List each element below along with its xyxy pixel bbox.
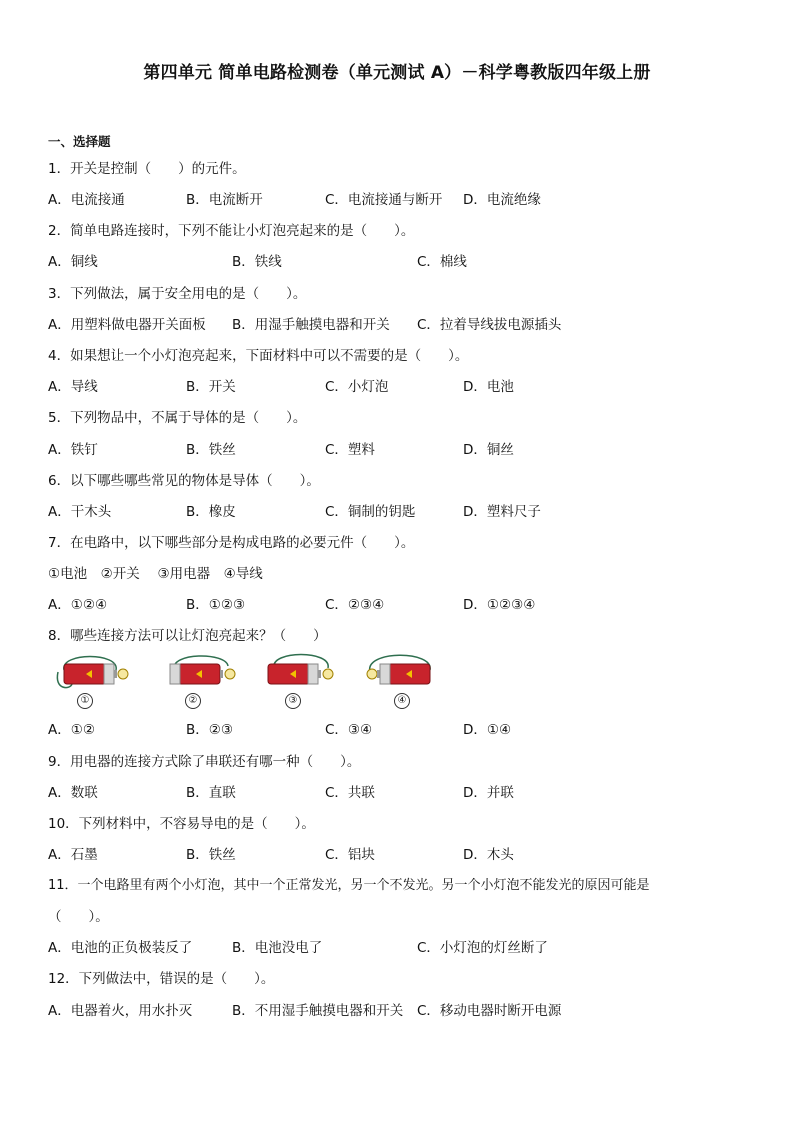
question-11-option-a[interactable]: A．电池的正负极装反了 xyxy=(48,940,193,956)
question-4-option-c[interactable]: C．小灯泡 xyxy=(325,379,389,395)
question-1-option-d[interactable]: D．电流绝缘 xyxy=(463,192,541,208)
question-3-option-a[interactable]: A．用塑料做电器开关面板 xyxy=(48,317,206,333)
question-1-stem: 1．开关是控制（ ）的元件。 xyxy=(48,161,246,177)
question-11-option-b[interactable]: B．电池没电了 xyxy=(232,940,323,956)
question-10-option-c[interactable]: C．铝块 xyxy=(325,847,375,863)
question-4-option-a[interactable]: A．导线 xyxy=(48,379,98,395)
figure-label-2: ② xyxy=(185,693,201,709)
question-9-option-a[interactable]: A．数联 xyxy=(48,785,98,801)
question-4-stem: 4．如果想让一个小灯泡亮起来，下面材料中可以不需要的是（ ）。 xyxy=(48,348,469,364)
question-8-option-b[interactable]: B．②③ xyxy=(186,722,233,738)
circuit-figure-3 xyxy=(262,650,342,692)
question-12-option-a[interactable]: A．电器着火，用水扑灭 xyxy=(48,1003,193,1019)
question-4-option-d[interactable]: D．电池 xyxy=(463,379,514,395)
question-1-option-c[interactable]: C．电流接通与断开 xyxy=(325,192,443,208)
question-10-option-d[interactable]: D．木头 xyxy=(463,847,514,863)
question-1-option-b[interactable]: B．电流断开 xyxy=(186,192,263,208)
question-11-stem: 11．一个电路里有两个小灯泡，其中一个正常发光，另一个不发光。另一个小灯泡不能发光的原因可能是 xyxy=(48,878,650,893)
question-8-option-c[interactable]: C．③④ xyxy=(325,722,373,738)
figure-label-3: ③ xyxy=(285,693,301,709)
question-9-option-d[interactable]: D．并联 xyxy=(463,785,514,801)
question-9-option-b[interactable]: B．直联 xyxy=(186,785,236,801)
question-9-option-c[interactable]: C．共联 xyxy=(325,785,375,801)
question-7-stem: 7．在电路中，以下哪些部分是构成电路的必要元件（ ）。 xyxy=(48,535,415,551)
circuit-figure-1 xyxy=(50,650,130,692)
question-4-option-b[interactable]: B．开关 xyxy=(186,379,236,395)
question-7-option-c[interactable]: C．②③④ xyxy=(325,597,385,613)
question-6-stem: 6．以下哪些哪些常见的物体是导体（ ）。 xyxy=(48,473,320,489)
question-9-stem: 9．用电器的连接方式除了串联还有哪一种（ ）。 xyxy=(48,754,361,770)
question-11-option-c[interactable]: C．小灯泡的灯丝断了 xyxy=(417,940,548,956)
question-2-option-c[interactable]: C．棉线 xyxy=(417,254,467,270)
question-10-stem: 10．下列材料中，不容易导电的是（ ）。 xyxy=(48,816,315,832)
question-2-stem: 2．简单电路连接时，下列不能让小灯泡亮起来的是（ ）。 xyxy=(48,223,415,239)
question-6-option-c[interactable]: C．铜制的钥匙 xyxy=(325,504,416,520)
question-7-option-d[interactable]: D．①②③④ xyxy=(463,597,536,613)
question-2-option-b[interactable]: B．铁线 xyxy=(232,254,282,270)
question-5-option-b[interactable]: B．铁丝 xyxy=(186,442,236,458)
question-8-stem: 8．哪些连接方法可以让灯泡亮起来？（ ） xyxy=(48,628,327,644)
question-6-option-b[interactable]: B．橡皮 xyxy=(186,504,236,520)
question-3-stem: 3．下列做法，属于安全用电的是（ ）。 xyxy=(48,286,307,302)
question-6-option-a[interactable]: A．干木头 xyxy=(48,504,112,520)
question-1-option-a[interactable]: A．电流接通 xyxy=(48,192,125,208)
question-5-option-d[interactable]: D．铜丝 xyxy=(463,442,514,458)
question-12-option-b[interactable]: B．不用湿手触摸电器和开关 xyxy=(232,1003,404,1019)
circuit-figure-4 xyxy=(362,650,442,692)
question-7-option-a[interactable]: A．①②④ xyxy=(48,597,108,613)
question-3-option-c[interactable]: C．拉着导线拔电源插头 xyxy=(417,317,562,333)
figure-label-1: ① xyxy=(77,693,93,709)
question-12-option-c[interactable]: C．移动电器时断开电源 xyxy=(417,1003,562,1019)
page-title: 第四单元 简单电路检测卷（单元测试 A）－科学粤教版四年级上册 xyxy=(143,63,651,83)
section-heading: 一、选择题 xyxy=(48,134,111,149)
figure-label-4: ④ xyxy=(394,693,410,709)
question-5-option-a[interactable]: A．铁钉 xyxy=(48,442,98,458)
question-6-option-d[interactable]: D．塑料尺子 xyxy=(463,504,541,520)
question-10-option-b[interactable]: B．铁丝 xyxy=(186,847,236,863)
question-7-option-b[interactable]: B．①②③ xyxy=(186,597,246,613)
circuit-figure-2 xyxy=(164,650,244,692)
question-8-option-a[interactable]: A．①② xyxy=(48,722,95,738)
question-2-option-a[interactable]: A．铜线 xyxy=(48,254,98,270)
question-7-items: ①电池 ②开关 ③用电器 ④导线 xyxy=(48,566,263,582)
question-10-option-a[interactable]: A．石墨 xyxy=(48,847,98,863)
question-3-option-b[interactable]: B．用湿手触摸电器和开关 xyxy=(232,317,390,333)
question-5-stem: 5．下列物品中，不属于导体的是（ ）。 xyxy=(48,410,307,426)
question-5-option-c[interactable]: C．塑料 xyxy=(325,442,375,458)
question-11-stem-continued: （ ）。 xyxy=(48,909,109,925)
question-12-stem: 12．下列做法中，错误的是（ ）。 xyxy=(48,971,275,987)
question-8-option-d[interactable]: D．①④ xyxy=(463,722,512,738)
